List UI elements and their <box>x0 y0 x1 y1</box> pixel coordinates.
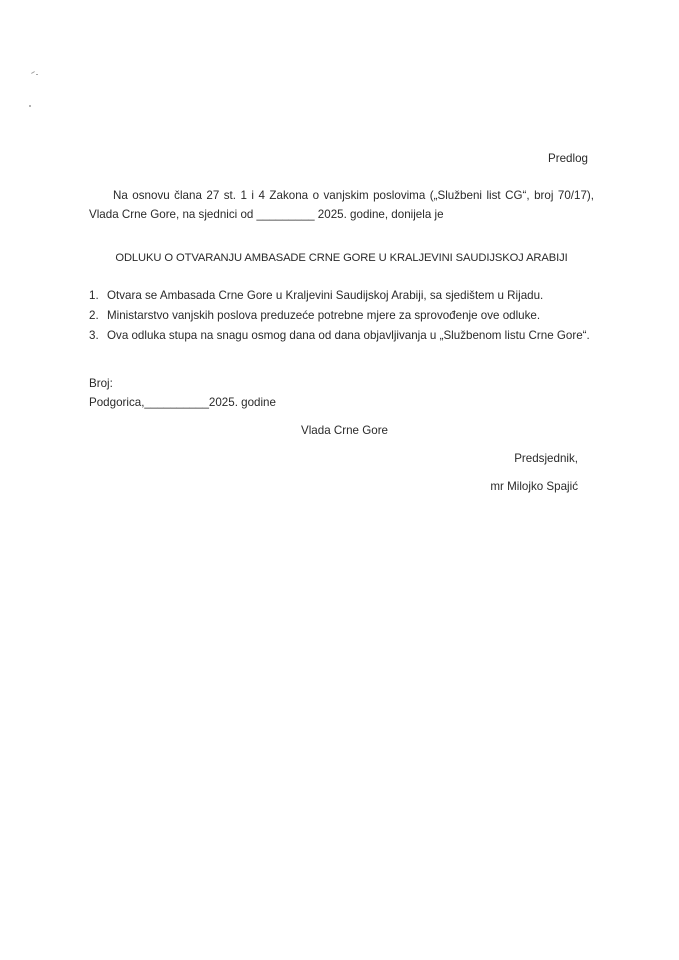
scan-speck <box>29 105 31 107</box>
item-text: Otvara se Ambasada Crne Gore u Kraljevini Saudijskoj Arabiji, sa sjedištem u Rijadu. <box>107 289 544 302</box>
item-text: Ova odluka stupa na snagu osmog dana od dana objavljivanja u „Službenom listu Crne Gore“. <box>107 329 590 342</box>
preamble-line-2: Vlada Crne Gore, na sjednici od _________ 2025. godine, donijela je <box>89 208 444 221</box>
list-item <box>89 326 594 345</box>
list-item <box>89 306 594 325</box>
proposal-label: Predlog <box>548 152 588 165</box>
item-number: 2. <box>89 309 99 322</box>
scan-speck <box>36 74 38 75</box>
item-number: 1. <box>89 289 99 302</box>
decision-title: ODLUKU O OTVARANJU AMBASADE CRNE GORE U KRALJEVINI SAUDIJSKOJ ARABIJI <box>115 252 568 264</box>
preamble <box>89 186 594 224</box>
list-item <box>89 286 594 305</box>
scan-speck <box>31 71 35 74</box>
issuer: Vlada Crne Gore <box>301 424 388 437</box>
preamble-line-1: Na osnovu člana 27 st. 1 i 4 Zakona o vanjskim poslovima („Službeni list CG“, broj 70/17), <box>113 189 594 202</box>
place-and-date: Podgorica,__________2025. godine <box>89 396 276 409</box>
signatory-role: Predsjednik, <box>514 452 578 465</box>
signatory-name: mr Milojko Spajić <box>490 480 578 493</box>
document-number: Broj: <box>89 377 113 390</box>
decision-items <box>89 286 594 346</box>
item-text: Ministarstvo vanjskih poslova preduzeće potrebne mjere za sprovođenje ove odluke. <box>107 309 541 322</box>
item-number: 3. <box>89 329 99 342</box>
